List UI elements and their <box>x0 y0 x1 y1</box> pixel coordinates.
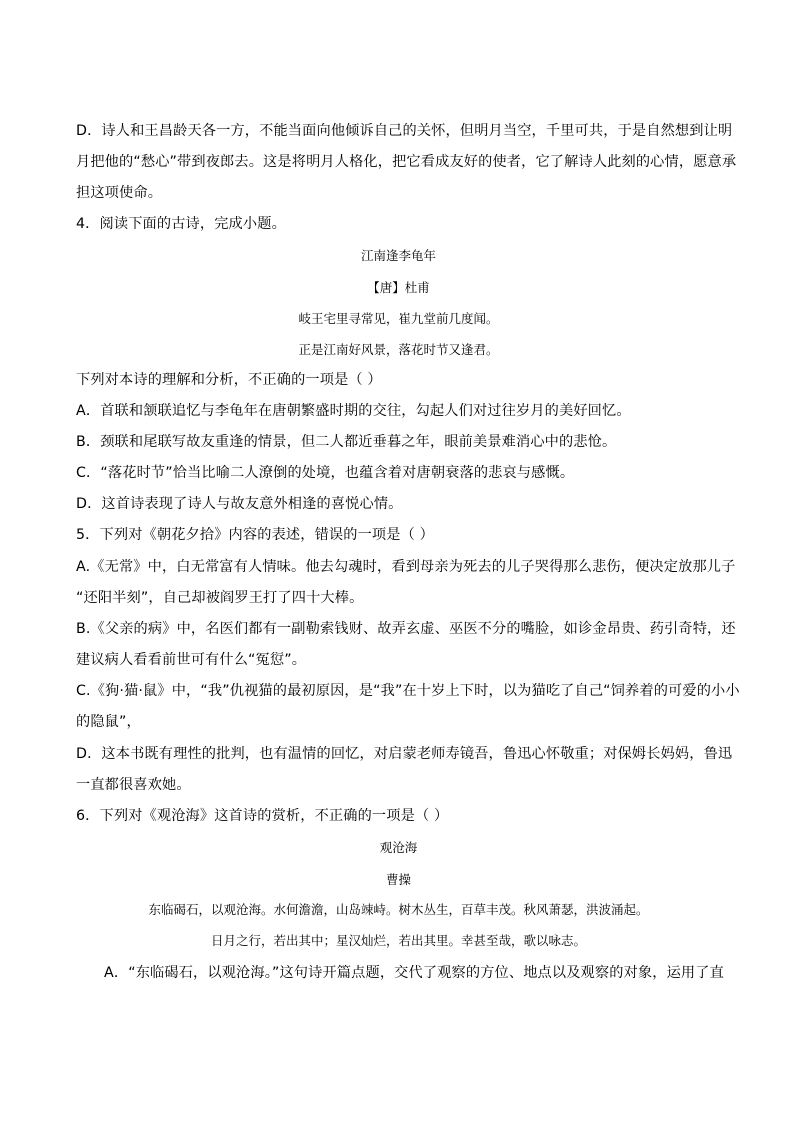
q3-option-d-line-1: D．诗人和王昌龄天各一方，不能当面向他倾诉自己的关怀，但明月当空，千里可共，于是自然想到让明 <box>76 123 733 139</box>
poem-2-author: 曹操 <box>385 872 411 887</box>
question-4-option-a: A．首联和颔联追忆与李龟年在唐朝繁盛时期的交往，勾起人们对过往岁月的美好回忆。 <box>76 403 631 419</box>
question-4-stem: 下列对本诗的理解和分析，不正确的一项是（ ） <box>76 372 382 388</box>
question-4-option-d: D．这首诗表现了诗人与故友意外相逢的喜悦心情。 <box>76 496 403 512</box>
poem-1-author: 【唐】杜甫 <box>367 280 430 295</box>
poem-1-line-2: 正是江南好风景，落花时节又逢君。 <box>298 342 499 357</box>
poem-2-line-1: 东临碣石，以观沧海。水何澹澹，山岛竦峙。树木丛生，百草丰茂。秋风萧瑟，洪波涌起。 <box>148 902 649 917</box>
poem-1-line-1: 岐王宅里寻常见，崔九堂前几度闻。 <box>298 311 499 326</box>
question-5-option-a-line-2: “还阳半刻”，自己却被阎罗王打了四十大棒。 <box>76 590 364 606</box>
poem-1-title: 江南逢李龟年 <box>360 248 436 263</box>
question-4-option-c: C．“落花时节”恰当比喻二人潦倒的处境，也蕴含着对唐朝衰落的悲哀与感慨。 <box>76 465 575 481</box>
question-5-option-b-line-2: 建议病人看看前世可有什么“冤愆”。 <box>76 652 307 668</box>
poem-2-line-2: 日月之行，若出其中；星汉灿烂，若出其里。幸甚至哉，歌以咏志。 <box>210 933 586 948</box>
question-5-option-a-line-1: A.《无常》中，白无常富有人情味。他去勾魂时，看到母亲为死去的儿子哭得那么悲伤，便决定放那儿子 <box>76 559 736 575</box>
question-5-option-c-line-1: C.《狗·猫·鼠》中，“我”仇视猫的最初原因，是“我”在十岁上下时，以为猫吃了自己“饲养着的可爱的小小 <box>76 683 740 699</box>
question-5-option-d-line-1: D．这本书既有理性的批判，也有温情的回忆，对启蒙老师寿镜吾，鲁迅心怀敬重；对保姆长妈妈，鲁迅 <box>76 746 733 762</box>
question-4-option-b: B．颈联和尾联写故友重逢的情景，但二人都近垂暮之年，眼前美景难消心中的悲怆。 <box>76 434 617 450</box>
question-5-option-b-line-1: B.《父亲的病》中，名医们都有一副勒索钱财、故弄玄虚、巫医不分的嘴脸，如诊金昂贵、药引奇特，还 <box>76 621 736 637</box>
question-5-option-d-line-2: 一直都很喜欢她。 <box>76 777 191 793</box>
question-5-stem: 5．下列对《朝花夕拾》内容的表述，错误的一项是（ ） <box>76 527 434 543</box>
q3-option-d-line-2: 月把他的“愁心”带到夜郎去。这是将明月人格化，把它看成友好的使者，它了解诗人此刻的心情，愿意承 <box>76 154 737 170</box>
question-5-option-c-line-2: 的隐鼠”， <box>76 714 141 730</box>
question-4-heading: 4．阅读下面的古诗，完成小题。 <box>76 216 286 232</box>
poem-2-title: 观沧海 <box>379 840 418 855</box>
question-6-option-a-line-1: A．“东临碣石，以观沧海。”这句诗开篇点题，交代了观察的方位、地点以及观察的对象，运用了直 <box>104 965 724 981</box>
question-6-stem: 6．下列对《观沧海》这首诗的赏析，不正确的一项是（ ） <box>76 808 449 824</box>
q3-option-d-line-3: 担这项使命。 <box>76 185 163 201</box>
